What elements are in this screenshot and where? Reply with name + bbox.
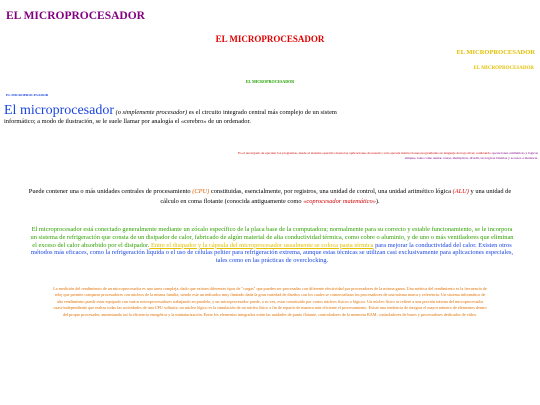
intro-paragraph <box>4 103 354 126</box>
execution-text-1: Es el encargado de ejecutar los programas, desde el sistema operativo hasta las aplicaciones de usuario; sólo ejecuta instrucciones programadas en lenguaje de bajo nivel, realizando <box>238 151 492 155</box>
heading-5: EL MICROPROCESADOR <box>245 79 295 84</box>
heading-4: EL MICROPROCESADOR <box>473 66 534 71</box>
performance-paragraph: La medición del rendimiento de un microprocesador es una tarea compleja, dado que existen diferentes tipos de "cargas" que pueden ser procesadas con diferente efectividad por procesadores de la misma gama. Una métrica del rendimiento es la frecuencia de reloj que permite comparar procesadores con núcleos de la misma familia, siendo este un indicador muy limitado dada la gran variedad de diseños con los cuales se comercializan los procesadores de una misma marca y referencia. Un sistema informático de alto rendimiento puede estar equipado con varios microprocesadores trabajando en paralelo, y un microprocesador puede, a su vez, estar constituido por varios núcleos físicos o lógicos. Un núcleo físico se refiere a una porción interna del microprocesador cuasi-independiente que realiza todas las actividades de una CPU solitaria, un núcleo lógico es la simulación de un núcleo físico a fin de repartir de manera más eficiente el procesamiento. Existe una tendencia de integrar el mayor número de elementos dentro del propio procesador, aumentando así la eficiencia energética y la miniaturización. Entre los elementos integrados están las unidades de punto flotante, controladores de la memoria RAM, controladores de buses y procesadores dedicados de vídeo. <box>53 286 487 317</box>
units-text-3: y una unidad de cálculo en coma flotante (conocida antiguamente como <box>160 188 512 205</box>
cooling-text-3: Existen otros métodos más eficaces, como la refrigeración líquida o el uso de células peltier para refrigeración extrema, aunque estas técnicas se utilizan casi exclusivamente para aplicaciones especiales, tales como en las prácticas de overclocking. <box>30 241 514 265</box>
heading-1: EL MICROPROCESADOR <box>6 10 145 22</box>
thermal-paste-link[interactable]: Entre el disipador y la cápsula del microprocesador usualmente se coloca pasta térmica <box>149 241 374 249</box>
units-text-2: constituidas, esencialmente, por registros, una unidad de control, una unidad aritmético lógica <box>209 188 453 195</box>
execution-paragraph <box>228 151 538 160</box>
heading-3: EL MICROPROCESADOR <box>456 49 535 56</box>
intro-text: es el circuito integrado central más complejo de un sistem informático; a modo de ilustración, se le suele llamar por analogía el «cerebro» de un ordenador. <box>4 109 337 125</box>
execution-text-2: operaciones aritméticas y lógicas simples, tales como sumar, restar, multiplicar, dividir, las lógicas binarias y accesos a memoria. <box>404 151 538 160</box>
cpu-term: (CPU) <box>192 188 210 195</box>
alu-term: (ALU) <box>452 188 469 195</box>
heading-6: EL MICROPROCESADOR <box>6 93 49 97</box>
units-paragraph <box>20 187 520 206</box>
coprocessor-term: «coprocesador matemático» <box>303 197 376 205</box>
units-text-1: Puede contener una o más unidades centrales de procesamiento <box>28 188 193 195</box>
cooling-text-2: para mejorar la conductividad del calor. <box>373 241 477 249</box>
cooling-text-1: El microprocesador está conectado generalmente mediante un zócalo específico de la placa base de la computadora; normalmente para su correcto y estable funcionamiento, se le incorpora un sistema de refrigeración que consta de un disipador de calor, fabricado de algún material de alta conductividad térmica, como cobre o aluminio, y de uno o más ventiladores que eliminan el exceso del calor absorbido por el disipador. <box>30 226 514 249</box>
intro-aside: (o simplemente procesador) <box>115 109 188 116</box>
cooling-paragraph <box>28 226 516 265</box>
units-text-4: ). <box>375 197 380 205</box>
heading-2: EL MICROPROCESADOR <box>215 34 325 44</box>
intro-term: El microprocesador <box>4 103 115 118</box>
